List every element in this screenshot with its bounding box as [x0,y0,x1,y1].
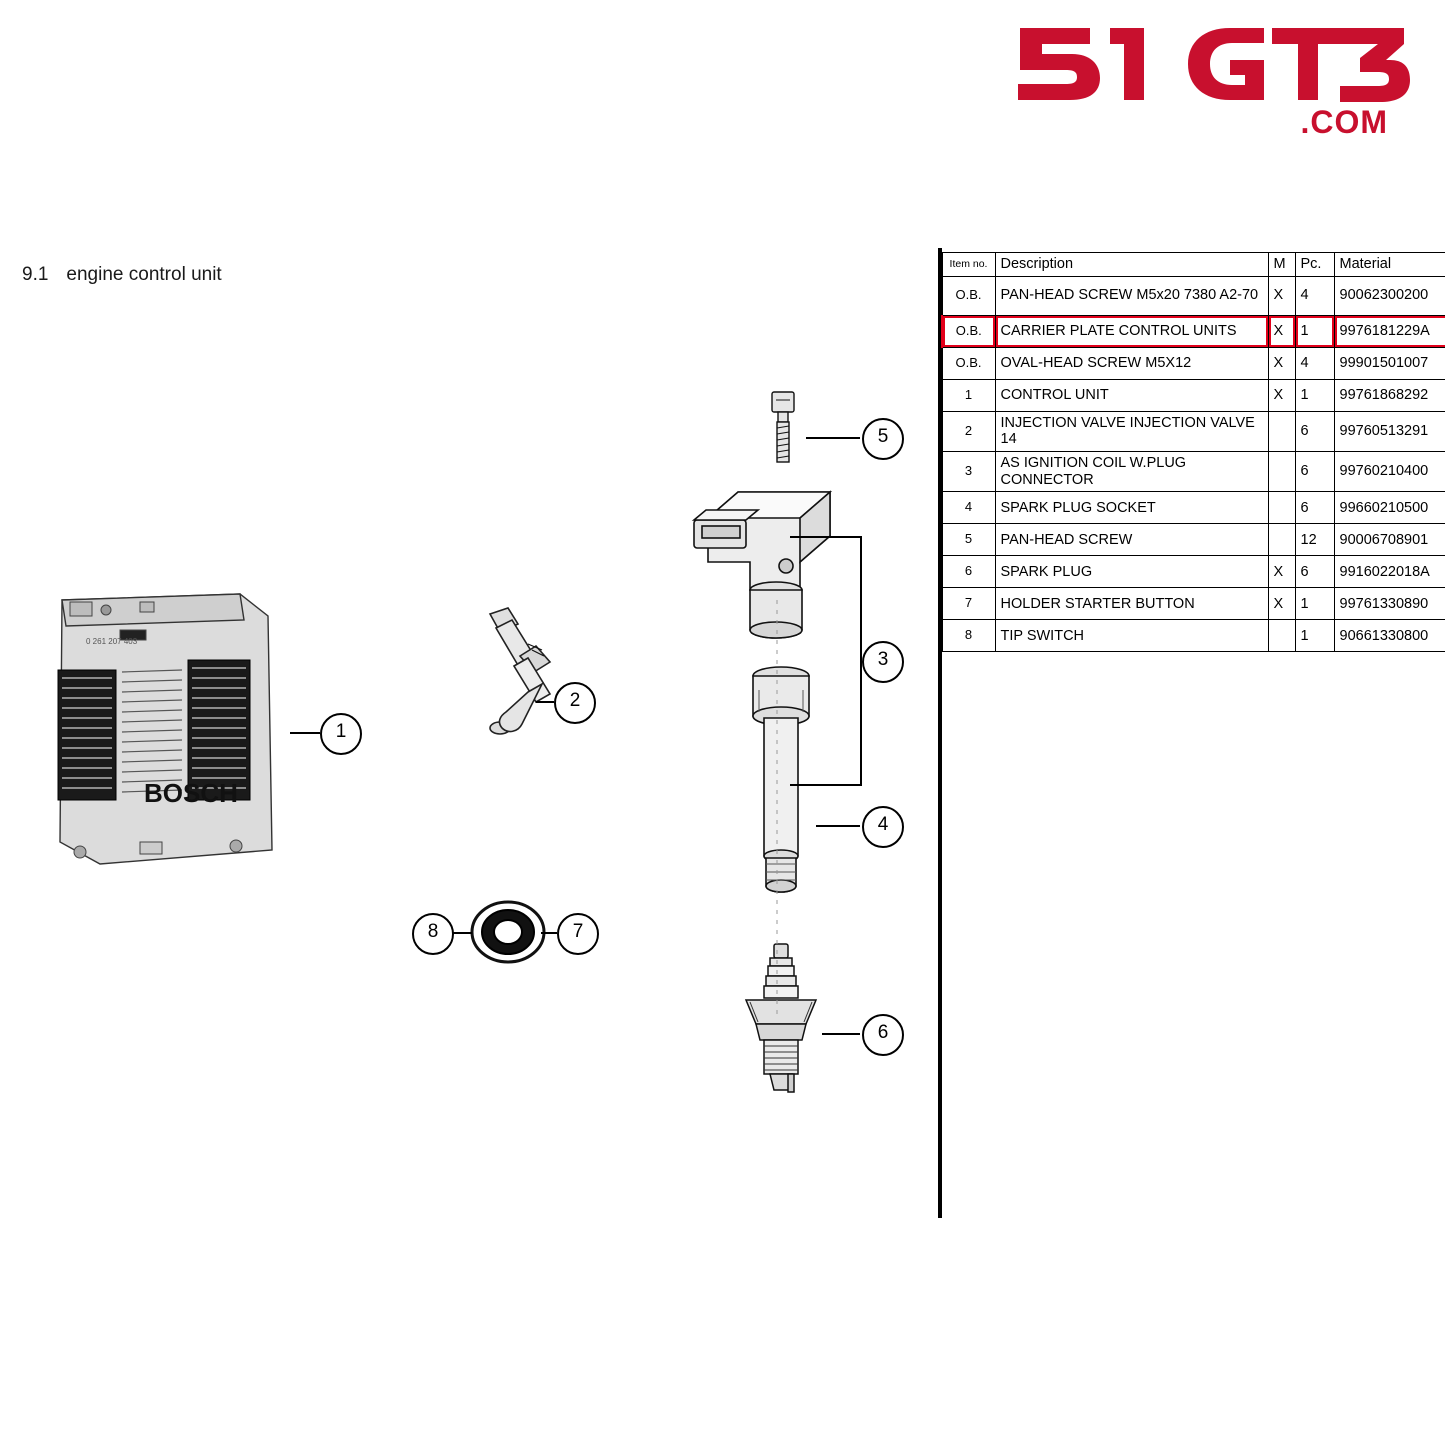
cell-material: 90062300200 [1334,276,1445,315]
table-row[interactable] [942,452,1445,492]
table-row[interactable] [942,492,1445,524]
cell-m [1268,452,1295,492]
tip-switch-illustration [468,892,548,972]
cell-material: 99760513291 [1334,411,1445,451]
leader-line-3-vert [860,536,862,660]
ecu-brand-text: BOSCH [144,778,238,808]
cell-m: X [1268,315,1295,347]
pan-head-screw-illustration [762,388,806,468]
cell-material: 99761330890 [1334,588,1445,620]
cell-item-no: O.B. [942,347,995,379]
cell-item-no: 8 [942,620,995,652]
leader-line-3-vert2 [860,660,862,784]
header-pc: Pc. [1295,253,1334,277]
cell-m: X [1268,556,1295,588]
callout-1[interactable]: 1 [320,713,362,755]
cell-description: SPARK PLUG SOCKET [995,492,1268,524]
logo-domain-suffix: .COM [1300,104,1388,140]
cell-pc: 6 [1295,411,1334,451]
table-header-row [942,253,1445,277]
cell-description: TIP SWITCH [995,620,1268,652]
cell-m: X [1268,588,1295,620]
cell-m [1268,620,1295,652]
callout-4[interactable]: 4 [862,806,904,848]
cell-pc: 6 [1295,452,1334,492]
table-row[interactable] [942,276,1445,315]
cell-material: 99660210500 [1334,492,1445,524]
header-description: Description [995,253,1268,277]
cell-pc: 4 [1295,347,1334,379]
table-row[interactable] [942,411,1445,451]
cell-description: PAN-HEAD SCREW [995,524,1268,556]
cell-item-no: O.B. [942,315,995,347]
cell-material: 99760210400 [1334,452,1445,492]
cell-item-no: 5 [942,524,995,556]
leader-line-3-top [790,536,862,538]
cell-description: PAN-HEAD SCREW M5x20 7380 A2-70 [995,276,1268,315]
cell-m: X [1268,379,1295,411]
cell-m [1268,524,1295,556]
svg-text:0 261 207 403: 0 261 207 403 [86,637,138,646]
leader-line-8 [541,932,557,934]
cell-description: CONTROL UNIT [995,379,1268,411]
cell-item-no: 1 [942,379,995,411]
table-row[interactable] [942,588,1445,620]
callout-5[interactable]: 5 [862,418,904,460]
table-row[interactable] [942,556,1445,588]
cell-item-no: O.B. [942,276,995,315]
leader-line-5 [806,437,860,439]
cell-material: 9976181229A [1334,315,1445,347]
cell-item-no: 6 [942,556,995,588]
cell-m [1268,411,1295,451]
table-row[interactable] [942,315,1445,347]
cell-material: 99901501007 [1334,347,1445,379]
callout-8[interactable]: 8 [412,913,454,955]
cell-pc: 1 [1295,379,1334,411]
cell-pc: 12 [1295,524,1334,556]
logo-51gt3-mark [1010,22,1410,104]
site-logo [1010,22,1410,140]
table-row[interactable] [942,620,1445,652]
callout-7[interactable]: 7 [557,913,599,955]
table-row[interactable] [942,379,1445,411]
header-m: M [1268,253,1295,277]
leader-line-4 [816,825,860,827]
cell-item-no: 7 [942,588,995,620]
leader-line-6 [822,1033,860,1035]
cell-item-no: 4 [942,492,995,524]
header-item-no: Item no. [942,253,995,277]
callout-3[interactable]: 3 [862,641,904,683]
table-body [942,276,1445,652]
control-unit-ecu-illustration [40,580,300,880]
cell-pc: 6 [1295,492,1334,524]
cell-pc: 1 [1295,620,1334,652]
cell-pc: 4 [1295,276,1334,315]
table-row[interactable] [942,347,1445,379]
cell-material: 9916022018A [1334,556,1445,588]
cell-item-no: 3 [942,452,995,492]
cell-material: 90661330800 [1334,620,1445,652]
leader-line-3-bottom [790,784,862,786]
cell-pc: 1 [1295,588,1334,620]
cell-material: 99761868292 [1334,379,1445,411]
callout-6[interactable]: 6 [862,1014,904,1056]
leader-line-2 [536,701,554,703]
cell-description: HOLDER STARTER BUTTON [995,588,1268,620]
leader-line-1 [290,732,320,734]
cell-m: X [1268,347,1295,379]
cell-description: CARRIER PLATE CONTROL UNITS [995,315,1268,347]
table-row[interactable] [942,524,1445,556]
cell-description: SPARK PLUG [995,556,1268,588]
section-number: 9.1 [22,264,49,285]
cell-m: X [1268,276,1295,315]
section-title: engine control unit [66,264,222,285]
cell-pc: 1 [1295,315,1334,347]
injection-valve-illustration [470,600,560,760]
header-material: Material [1334,253,1445,277]
callout-2[interactable]: 2 [554,682,596,724]
cell-material: 90006708901 [1334,524,1445,556]
cell-description: OVAL-HEAD SCREW M5X12 [995,347,1268,379]
cell-m [1268,492,1295,524]
assembly-axis [770,600,784,1020]
cell-pc: 6 [1295,556,1334,588]
cell-description: AS IGNITION COIL W.PLUG CONNECTOR [995,452,1268,492]
cell-item-no: 2 [942,411,995,451]
parts-table [941,252,1445,652]
cell-description: INJECTION VALVE INJECTION VALVE 14 [995,411,1268,451]
